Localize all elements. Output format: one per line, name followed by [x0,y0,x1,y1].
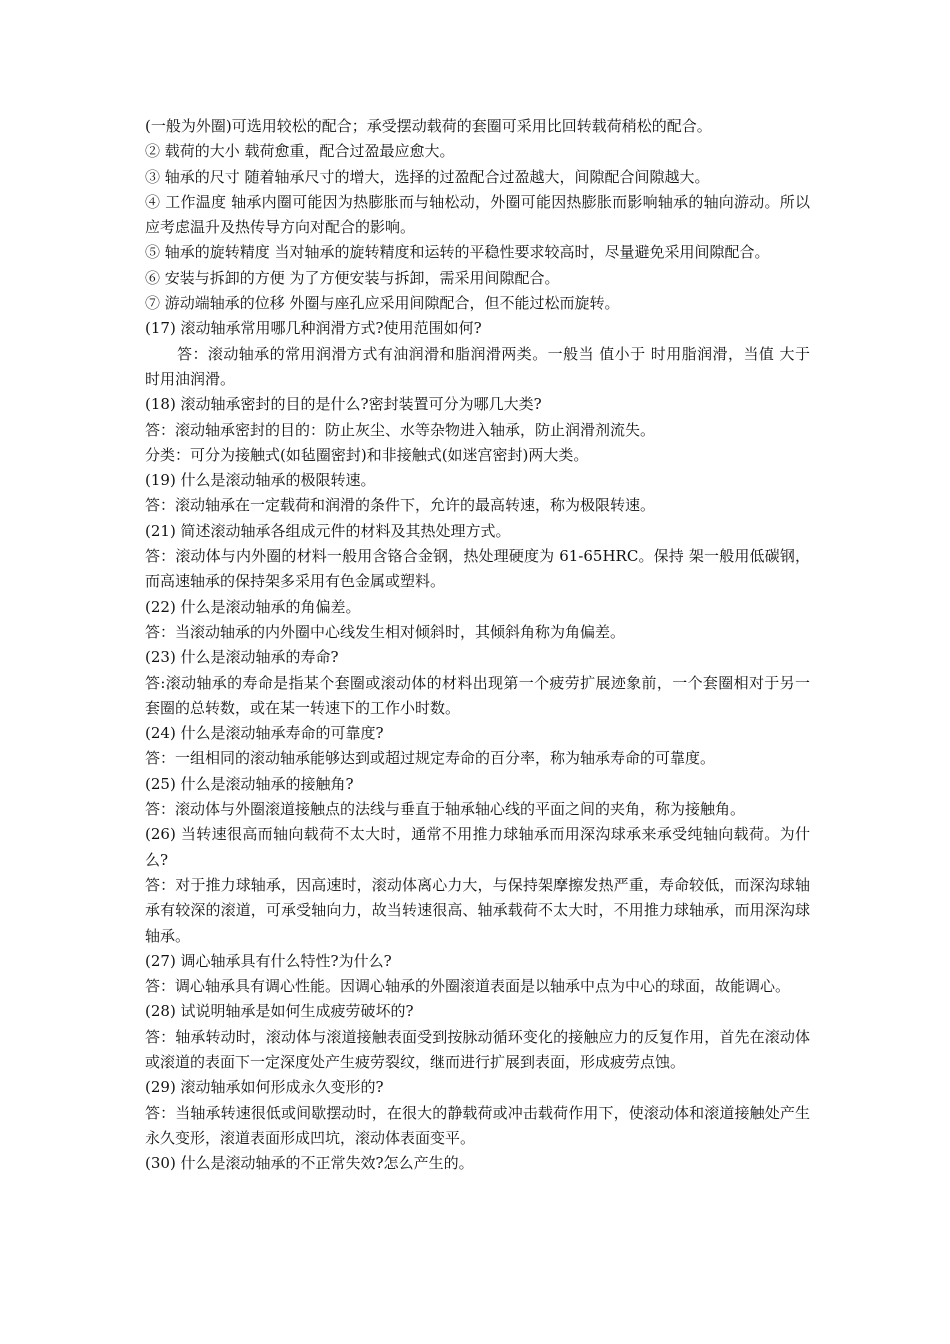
paragraph: 答:滚动轴承的寿命是指某个套圈或滚动体的材料出现第一个疲劳扩展迹象前，一个套圈相对于另一套圈的总转数，或在某一转速下的工作小时数。 [145,673,810,717]
paragraph: ⑤ 轴承的旋转精度 当对轴承的旋转精度和运转的平稳性要求较高时，尽量避免采用间隙配合。 [145,243,770,262]
paragraph: (19) 什么是滚动轴承的极限转速。 [145,471,376,490]
paragraph: 答：轴承转动时，滚动体与滚道接触表面受到按脉动循环变化的接触应力的反复作用，首先在滚动体或滚道的表面下一定深度处产生疲劳裂纹，继而进行扩展到表面，形成疲劳点蚀。 [145,1027,810,1071]
paragraph: ④ 工作温度 轴承内圈可能因为热膨胀而与轴松动，外圈可能因热膨胀而影响轴承的轴向游动。所以应考虑温升及热传导方向对配合的影响。 [145,192,810,237]
paragraph: (27) 调心轴承具有什么特性?为什么? [145,951,392,970]
paragraph: ⑦ 游动端轴承的位移 外圈与座孔应采用间隙配合，但不能过松而旋转。 [145,294,620,313]
paragraph: (22) 什么是滚动轴承的角偏差。 [145,597,361,616]
paragraph: (18) 滚动轴承密封的目的是什么?密封装置可分为哪几大类? [145,395,542,414]
paragraph: 答：滚动轴承的常用润滑方式有油润滑和脂润滑两类。一般当 值小于 时用脂润滑，当值 大于 时用油润滑。 [145,344,810,388]
paragraph: (26) 当转速很高而轴向载荷不太大时，通常不用推力球轴承而用深沟球承来承受纯轴向载荷。为什么? [145,825,810,869]
paragraph: ② 载荷的大小 载荷愈重，配合过盈最应愈大。 [145,142,455,161]
paragraph: 答：滚动轴承密封的目的：防止灰尘、水等杂物进入轴承，防止润滑剂流失。 [145,420,656,439]
paragraph: (24) 什么是滚动轴承寿命的可靠度? [145,724,384,743]
paragraph: (29) 滚动轴承如何形成永久变形的? [145,1078,384,1097]
paragraph: 答：滚动体与外圈滚道接触点的法线与垂直于轴承轴心线的平面之间的夹角，称为接触角。 [145,800,746,819]
paragraph: 答：一组相同的滚动轴承能够达到或超过规定寿命的百分率，称为轴承寿命的可靠度。 [145,749,716,768]
paragraph: 分类：可分为接触式(如毡圈密封)和非接触式(如迷宫密封)两大类。 [145,445,589,464]
paragraph: 答：滚动轴承在一定载荷和润滑的条件下，允许的最高转速，称为极限转速。 [145,496,656,515]
paragraph: (30) 什么是滚动轴承的不正常失效?怎么产生的。 [145,1154,474,1173]
paragraph: (17) 滚动轴承常用哪几种润滑方式?使用范围如何? [145,319,482,338]
paragraph: ③ 轴承的尺寸 随着轴承尺寸的增大，选择的过盈配合过盈越大，间隙配合间隙越大。 [145,167,710,186]
paragraph: 答：调心轴承具有调心性能。因调心轴承的外圈滚道表面是以轴承中点为中心的球面，故能调心。 [145,977,791,996]
paragraph: 答：滚动体与内外圈的材料一般用含铬合金钢，热处理硬度为 61-65HRC。保持 架一般用低碳钢，而高速轴承的保持架多采用有色金属或塑料。 [145,547,810,591]
paragraph: (一般为外圈)可选用较松的配合；承受摆动载荷的套圈可采用比回转载荷稍松的配合。 [145,117,712,135]
paragraph: 答：当滚动轴承的内外圈中心线发生相对倾斜时，其倾斜角称为角偏差。 [145,622,626,641]
paragraph: 答：当轴承转速很低或间歇摆动时，在很大的静载荷或冲击载荷作用下，使滚动体和滚道接触处产生永久变形，滚道表面形成凹坑，滚动体表面变平。 [145,1103,810,1147]
paragraph: (25) 什么是滚动轴承的接触角? [145,774,354,793]
paragraph: ⑥ 安装与拆卸的方便 为了方便安装与拆卸，需采用间隙配合。 [145,268,560,287]
paragraph: (23) 什么是滚动轴承的寿命? [145,648,339,667]
paragraph: (21) 简述滚动轴承各组成元件的材料及其热处理方式。 [145,521,511,540]
paragraph: (28) 试说明轴承是如何生成疲劳破坏的? [145,1002,414,1021]
document-body [145,114,810,1176]
paragraph: 答：对于推力球轴承，因高速时，滚动体离心力大，与保持架摩擦发热严重，寿命较低，而深沟球轴承有较深的滚道，可承受轴向力，故当转速很高、轴承载荷不太大时，不用推力球轴承，而用深沟球轴承。 [145,875,810,945]
